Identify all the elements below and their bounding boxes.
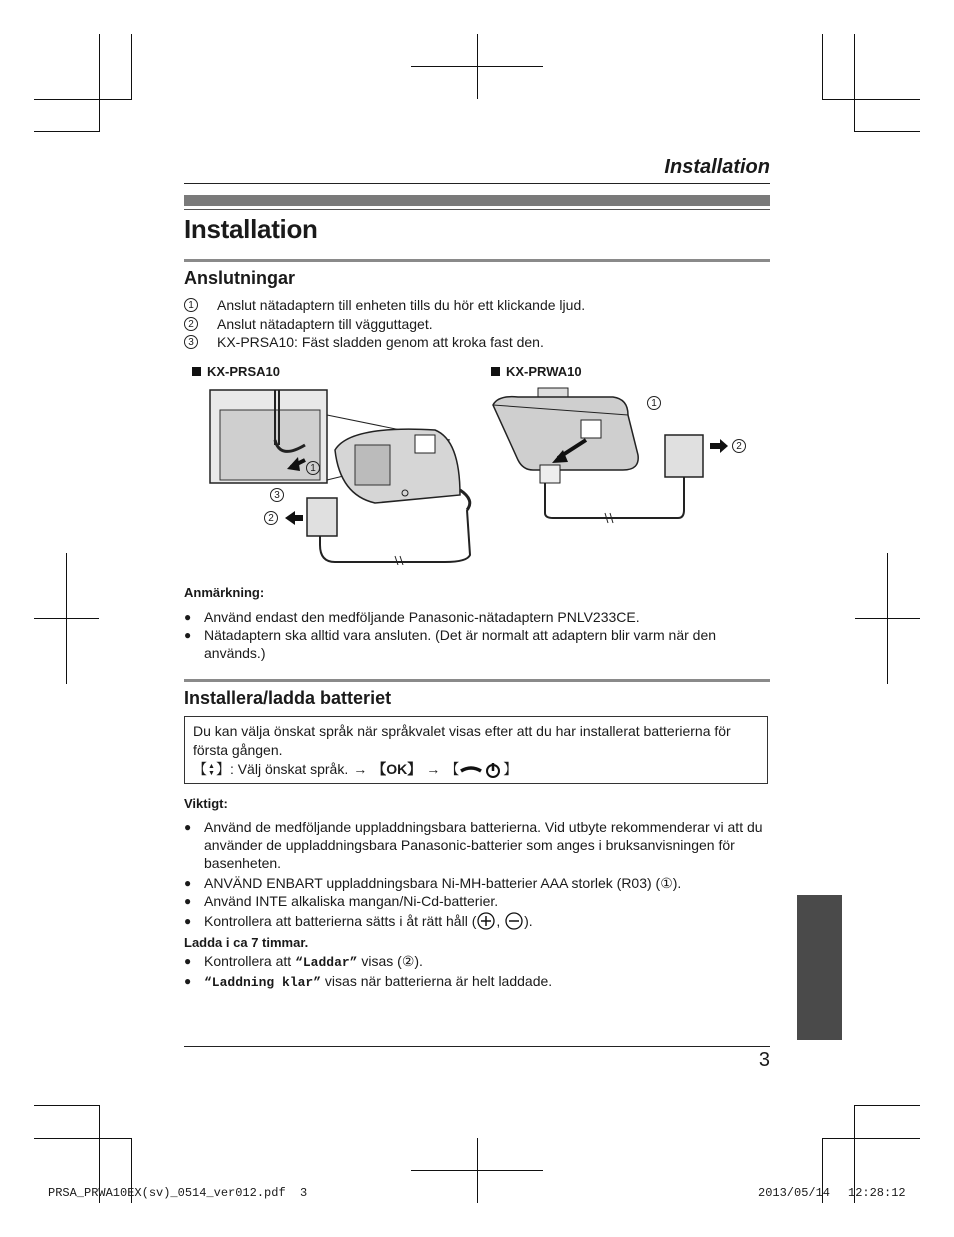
bullet-icon: ● xyxy=(184,876,192,890)
crop-mark xyxy=(99,34,100,132)
crop-mark xyxy=(34,99,132,100)
figure-callout-3: 3 xyxy=(270,488,284,502)
model-label-prsa10: KX-PRSA10 xyxy=(192,364,280,379)
chapter-tab xyxy=(797,895,842,1040)
charge-item: ● Kontrollera att “Laddar” visas (②). xyxy=(184,953,423,970)
bullet-icon: ● xyxy=(184,914,192,928)
important-item: ● Kontrollera att batterierna sätts i åt rätt håll ( , ). xyxy=(184,913,533,929)
step-number: 1 xyxy=(184,298,198,312)
crop-mark xyxy=(855,1105,920,1106)
charge-heading: Ladda i ca 7 timmar. xyxy=(184,935,309,950)
crop-mark xyxy=(131,34,132,99)
info-box-instruction: 【 ▲ ▼ 】 : Välj önskat språk. → 【OK】 → 【 】 xyxy=(193,761,518,777)
crop-mark xyxy=(855,131,920,132)
crop-mark xyxy=(411,66,543,67)
crop-mark xyxy=(34,1138,132,1139)
bullet-icon: ● xyxy=(184,820,192,834)
plus-terminal-icon xyxy=(476,912,496,930)
important-heading: Viktigt: xyxy=(184,796,228,811)
bullet-icon: ● xyxy=(184,954,192,968)
step-2 xyxy=(184,316,433,332)
print-date: 2013/05/14 xyxy=(758,1186,831,1200)
bullet-icon: ● xyxy=(184,628,192,642)
model-label-prwa10: KX-PRWA10 xyxy=(491,364,582,379)
important-item: ● ANVÄND ENBART uppladdningsbara Ni-MH-batterier AAA storlek (R03) (①). xyxy=(184,875,682,891)
off-hook-power-icon xyxy=(459,762,503,778)
square-bullet-icon xyxy=(192,367,201,376)
note-item: ● Använd endast den medföljande Panasonic-nätadaptern PNLV233CE. xyxy=(184,609,640,625)
section-heading-connections: Anslutningar xyxy=(184,268,295,288)
crop-mark xyxy=(34,131,99,132)
prsa10-connection-illustration xyxy=(205,385,485,565)
section-rule xyxy=(184,679,770,682)
step-3 xyxy=(184,334,544,350)
note-item: ● Nätadaptern ska alltid vara ansluten. (Det är normalt att adaptern blir varm när den används.) xyxy=(184,627,717,661)
crop-mark xyxy=(34,618,99,619)
print-file-name: PRSA_PRWA10EX(sv)_0514_ver012.pdf xyxy=(48,1186,286,1200)
step-text: Anslut nätadaptern till enheten tills du hör ett klickande ljud. xyxy=(217,297,586,313)
figure-callout-2: 2 xyxy=(264,511,278,525)
charge-item: ● “Laddning klar” visas när batterierna är helt laddade. xyxy=(184,973,553,990)
minus-terminal-icon xyxy=(504,912,524,930)
important-item: ● Använd de medföljande uppladdningsbara batterierna. Vid utbyte rekommenderar vi att du använder de uppladdningsbara Panasonic-batterier som anges i bruksanvisningen för basenheten. xyxy=(184,819,763,871)
page-title: Installation xyxy=(184,214,318,244)
crop-mark xyxy=(822,34,823,99)
footer-rule xyxy=(184,1046,770,1047)
print-time: 12:28:12 xyxy=(848,1186,906,1200)
bullet-icon: ● xyxy=(184,974,192,988)
language-info-box xyxy=(184,716,768,784)
figure-callout-1: 1 xyxy=(306,461,320,475)
crop-mark xyxy=(34,1105,99,1106)
crop-mark xyxy=(854,34,855,132)
header-rule xyxy=(184,183,770,184)
print-page: 3 xyxy=(300,1186,308,1200)
bullet-icon: ● xyxy=(184,610,192,624)
page-number: 3 xyxy=(758,1049,770,1071)
section-rule xyxy=(184,259,770,262)
step-1 xyxy=(184,297,585,313)
info-box-text: Du kan välja önskat språk när språkvalet visas efter att du har installerat batterierna för första gången. xyxy=(193,723,731,758)
section-heading-battery: Installera/ladda batteriet xyxy=(184,688,392,708)
important-item: ● Använd INTE alkaliska mangan/Ni-Cd-batterier. xyxy=(184,893,499,909)
title-rule xyxy=(184,209,770,210)
title-band xyxy=(184,195,770,206)
figure-callout-1: 1 xyxy=(647,396,661,410)
prwa10-connection-illustration xyxy=(488,385,763,525)
figure-callout-2: 2 xyxy=(732,439,746,453)
step-text: KX-PRSA10: Fäst sladden genom att kroka fast den. xyxy=(217,334,544,350)
crop-mark xyxy=(822,1138,920,1139)
note-heading: Anmärkning: xyxy=(184,585,265,600)
square-bullet-icon xyxy=(491,367,500,376)
crop-mark xyxy=(411,1170,543,1171)
step-text: Anslut nätadaptern till vägguttaget. xyxy=(217,316,433,332)
step-number: 2 xyxy=(184,317,198,331)
step-number: 3 xyxy=(184,335,198,349)
crop-mark xyxy=(855,618,920,619)
nav-updown-icon: ▲ ▼ xyxy=(208,762,215,777)
bullet-icon: ● xyxy=(184,894,192,908)
crop-mark xyxy=(822,99,920,100)
running-header: Installation xyxy=(664,156,770,178)
